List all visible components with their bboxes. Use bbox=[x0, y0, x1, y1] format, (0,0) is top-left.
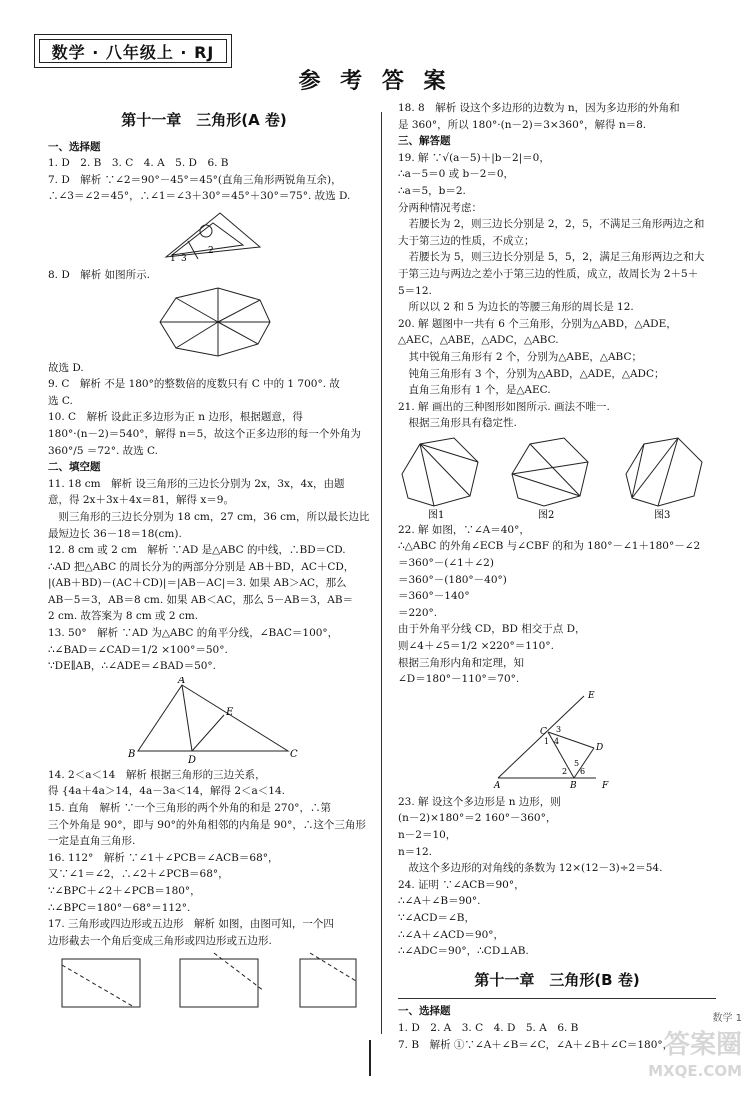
answer-line: 是 360°，所以 180°·(n－2)＝3×360°，解得 n＝8. bbox=[398, 118, 647, 131]
fig22-label-f: F bbox=[602, 780, 609, 791]
answer-line: 9. C 解析 不是 180°的整数倍的度数只有 C 中的 1 700°. 故 bbox=[48, 378, 340, 391]
answer-line: 1. D 2. B 3. C 4. A 5. D 6. B bbox=[48, 157, 229, 170]
answer-line: 一定是直角三角形. bbox=[48, 835, 136, 848]
answer-line: 180°·(n－2)＝540°，解得 n＝5，故这个正多边形的每一个外角为 bbox=[48, 427, 361, 440]
watermark bbox=[648, 1006, 742, 1084]
answer-line: 10. C 解析 设此正多边形为正 n 边形，根据题意，得 bbox=[48, 411, 303, 424]
answer-line: 根据三角形内角和定理，知 bbox=[398, 656, 524, 669]
figure-q8-octagon bbox=[48, 286, 360, 358]
fig22-label-2: 2 bbox=[562, 766, 568, 776]
left-lines-d bbox=[48, 767, 366, 950]
right-lines-c bbox=[398, 794, 716, 960]
answer-line: 18. 8 解析 设这个多边形的边数为 n，因为多边形的外角和 bbox=[398, 102, 680, 114]
fig13-label-c: C bbox=[290, 748, 298, 760]
answer-line: 若腰长为 2，则三边长分别是 2，2，5，不满足三角形两边之和 bbox=[398, 218, 705, 231]
answer-line: ∠D＝180°－110°＝70°. bbox=[398, 673, 520, 686]
figure-q22-exterior-bisectors bbox=[398, 690, 716, 792]
fig22-label-e: E bbox=[588, 690, 595, 701]
fig7-label-3: 3 bbox=[181, 253, 187, 264]
fig22-label-b: B bbox=[570, 780, 577, 791]
left-lines-a bbox=[48, 139, 360, 205]
answer-line: 由于外角平分线 CD，BD 相交于点 D， bbox=[398, 623, 586, 636]
answer-line: 16. 112° 解析 ∵∠1＋∠PCB＝∠ACB＝68°， bbox=[48, 851, 279, 864]
answer-line: 所以以 2 和 5 为边长的等腰三角形的周长是 12. bbox=[398, 301, 634, 314]
subject-header-box bbox=[34, 34, 232, 68]
answer-line: 15. 直角 解析 ∵一个三角形的两个外角的和是 270°，∴第 bbox=[48, 802, 332, 815]
page-gutter-mark bbox=[369, 1040, 371, 1076]
fig21-label-3: 图3 bbox=[654, 509, 671, 520]
answer-line: ∵∠ACD＝∠B， bbox=[398, 911, 476, 924]
chapter-b-rule bbox=[398, 998, 716, 999]
answer-line: 故选 D. bbox=[48, 361, 84, 374]
fig13-label-e: E bbox=[226, 706, 234, 718]
answer-line: ＝220°. bbox=[398, 606, 438, 619]
answer-line: ∵∠BPC＋∠2＋∠PCB＝180°， bbox=[48, 885, 201, 897]
left-column bbox=[48, 100, 370, 1013]
right-lines-b bbox=[398, 522, 716, 688]
answer-line: 大于第三边的性质，不成立； bbox=[398, 234, 535, 247]
answer-line: 20. 解 题图中一共有 6 个三角形，分别为△ABD，△ADE， bbox=[398, 317, 677, 330]
answer-line: 则三角形的三边长分别为 18 cm，27 cm，36 cm，所以最长边比 bbox=[48, 510, 370, 523]
answer-line: 若腰长为 5，则三边长分别是 5，5，2，满足三角形两边之和大 bbox=[398, 251, 705, 264]
answer-line: 三个外角是 90°，即与 90°的外角相邻的内角是 90°，∴这个三角形 bbox=[48, 818, 366, 831]
answer-line: ∴△ABC 的外角∠ECB 与∠CBF 的和为 180°－∠1＋180°－∠2 bbox=[398, 540, 701, 553]
answer-line: 分两种情况考虑： bbox=[398, 201, 482, 214]
answer-line: 则∠4＋∠5＝1/2 ×220°＝110°. bbox=[398, 640, 554, 653]
fig22-label-d: D bbox=[596, 742, 604, 753]
answer-line: 19. 解 ∵√(a－5)＋|b－2|＝0， bbox=[398, 151, 550, 164]
answer-line: 7. D 解析 ∵∠2＝90°－45°＝45°(直角三角形两锐角互余)， bbox=[48, 173, 342, 186]
left-lines-c bbox=[48, 360, 370, 675]
answer-line: △AEC，△ABE，△ADC，△ABC. bbox=[398, 334, 559, 347]
answer-line: ∴∠3＝∠2＝45°，∴∠1＝∠3＋30°＝45°＋30°＝75°. 故选 D. bbox=[48, 190, 351, 203]
answer-line: n＝12. bbox=[398, 845, 432, 858]
answer-line: 21. 解 画出的三种图形如图所示. 画法不唯一. bbox=[398, 400, 610, 413]
answer-line: 得 {4a＋4a＞14，4a－3a＜14，解得 2＜a＜14. bbox=[48, 785, 285, 798]
answer-line: (n－2)×180°＝2 160°－360°， bbox=[398, 812, 557, 825]
answer-line: n－2＝10， bbox=[398, 829, 457, 841]
section-heading: 一、选择题 bbox=[398, 1005, 451, 1018]
figure-q21-hexagons bbox=[398, 434, 716, 520]
figure-q13-triangle bbox=[48, 677, 360, 765]
section-heading: 一、选择题 bbox=[48, 140, 101, 153]
answer-line: 17. 三角形或四边形或五边形 解析 如图，由图可知，一个四 bbox=[48, 918, 334, 931]
answer-line: 12. 8 cm 或 2 cm 解析 ∵AD 是△ABC 的中线，∴BD＝CD. bbox=[48, 544, 346, 557]
answer-line: 2 cm. 故答案为 8 cm 或 2 cm. bbox=[48, 610, 199, 623]
answer-line: 23. 解 设这个多边形是 n 边形，则 bbox=[398, 795, 561, 808]
section-heading: 二、填空题 bbox=[48, 461, 101, 474]
answer-line: ∴a－5＝0 或 b－2＝0， bbox=[398, 168, 515, 181]
chapter-title-b: 第十一章 三角形(B 卷) bbox=[474, 970, 640, 989]
answer-line: 22. 解 如图，∵∠A＝40°， bbox=[398, 523, 530, 536]
answer-line: 直角三角形有 1 个，是△AEC. bbox=[398, 384, 551, 397]
fig21-label-1: 图1 bbox=[428, 509, 445, 520]
fig13-label-b: B bbox=[128, 748, 136, 760]
answer-line: ＝360°－(180°－40°) bbox=[398, 573, 507, 586]
right-lines-a bbox=[398, 100, 716, 432]
fig22-label-4: 4 bbox=[554, 736, 560, 746]
page-title: 参 考 答 案 bbox=[298, 69, 452, 94]
fig22-label-5: 5 bbox=[574, 758, 580, 768]
fig21-label-2: 图2 bbox=[538, 509, 555, 520]
watermark-site: MXQE.COM bbox=[648, 1062, 742, 1080]
fig7-label-1: 1 bbox=[170, 253, 176, 264]
answer-line: 最短边长 36－18＝18(cm). bbox=[48, 527, 182, 540]
answer-line: ＝360°－140° bbox=[398, 590, 470, 603]
answer-line: 边形截去一个角后变成三角形或四边形或五边形. bbox=[48, 934, 272, 947]
answer-line: 选 C. bbox=[48, 394, 73, 407]
subject-header-label: 数学 · 八年级上 · RJ bbox=[39, 39, 227, 63]
answer-line: ∴∠ADC＝90°，∴CD⊥AB. bbox=[398, 945, 529, 958]
answer-line: 11. 18 cm 解析 设三角形的三边长分别为 2x，3x，4x，由题 bbox=[48, 477, 345, 490]
answer-line: 其中锐角三角形有 2 个，分别为△ABE，△ABC； bbox=[398, 350, 642, 363]
answer-line: 8. D 解析 如图所示. bbox=[48, 268, 150, 281]
answer-line: ∴∠A＋∠ACD＝90°， bbox=[398, 928, 505, 941]
answer-line: 根据三角形具有稳定性. bbox=[398, 417, 517, 430]
answer-line: |(AB＋BD)－(AC＋CD)|＝|AB－AC|＝3. 如果 AB＞AC，那么 bbox=[48, 577, 347, 590]
figure-q7-triangles bbox=[48, 207, 360, 265]
answer-line: ∴AD 把△ABC 的周长分为的两部分分别是 AB＋BD，AC＋CD， bbox=[48, 560, 355, 573]
chapter-title-a: 第十一章 三角形(A 卷) bbox=[121, 111, 287, 129]
right-column bbox=[398, 100, 716, 1053]
answer-line: 意，得 2x＋3x＋4x＝81，解得 x＝9。 bbox=[48, 494, 234, 507]
left-lines-b bbox=[48, 267, 360, 284]
fig7-label-2: 2 bbox=[208, 245, 214, 256]
answer-line: AB－5＝3，AB＝8 cm. 如果 AB＜AC，那么 5－AB＝3，AB＝ bbox=[48, 593, 354, 606]
figure-q17-rectangles bbox=[48, 951, 360, 1011]
answer-line: 1. D 2. A 3. C 4. D 5. A 6. B bbox=[398, 1021, 579, 1034]
answer-line: 360°/5 ＝72°. 故选 C. bbox=[48, 444, 158, 457]
fig13-label-a: A bbox=[178, 676, 186, 686]
answer-line: ∵DE∥AB，∴∠ADE＝∠BAD＝50°. bbox=[48, 660, 217, 673]
answer-line: ＝360°－(∠1＋∠2) bbox=[398, 557, 494, 570]
answer-line: 又∵∠1＝∠2，∴∠2＋∠PCB＝68°， bbox=[48, 868, 229, 881]
answer-line: ∴∠BPC＝180°－68°＝112°. bbox=[48, 901, 191, 914]
fig13-label-d: D bbox=[188, 754, 197, 765]
answer-line: 24. 证明 ∵∠ACB＝90°， bbox=[398, 878, 525, 891]
answer-line: 13. 50° 解析 ∵AD 为△ABC 的角平分线，∠BAC＝100°， bbox=[48, 627, 339, 640]
fig22-label-c: C bbox=[540, 726, 547, 737]
fig22-label-a: A bbox=[494, 780, 501, 791]
watermark-logo-text: 答案圈 bbox=[663, 1030, 742, 1060]
answer-line: ∴a＝5，b＝2. bbox=[398, 184, 466, 197]
answer-line: ∴∠BAD＝∠CAD＝1/2 ×100°＝50°. bbox=[48, 643, 228, 656]
answer-line: ∴∠A＋∠B＝90°. bbox=[398, 895, 481, 908]
answer-line: 7. B 解析 ①∵∠A＋∠B＝∠C，∠A＋∠B＋∠C＝180°， bbox=[398, 1038, 674, 1051]
section-heading: 三、解答题 bbox=[398, 135, 451, 148]
fig22-label-1: 1 bbox=[544, 736, 550, 746]
answer-line: 钝角三角形有 3 个，分别为△ABD，△ADE，△ADC； bbox=[398, 367, 665, 380]
answer-line: 于第三边与两边之差小于第三边的性质，成立，故周长为 2＋5＋ bbox=[398, 267, 699, 280]
fig22-label-3: 3 bbox=[556, 724, 562, 734]
answer-line: 5＝12. bbox=[398, 284, 432, 297]
column-divider bbox=[381, 112, 382, 1034]
watermark-page-tag: 数学 1 bbox=[712, 1013, 742, 1024]
answer-line: 故这个多边形的对角线的条数为 12×(12－3)÷2＝54. bbox=[398, 862, 663, 875]
answer-line: 14. 2＜a＜14 解析 根据三角形的三边关系， bbox=[48, 768, 266, 781]
fig22-label-6: 6 bbox=[580, 766, 586, 776]
